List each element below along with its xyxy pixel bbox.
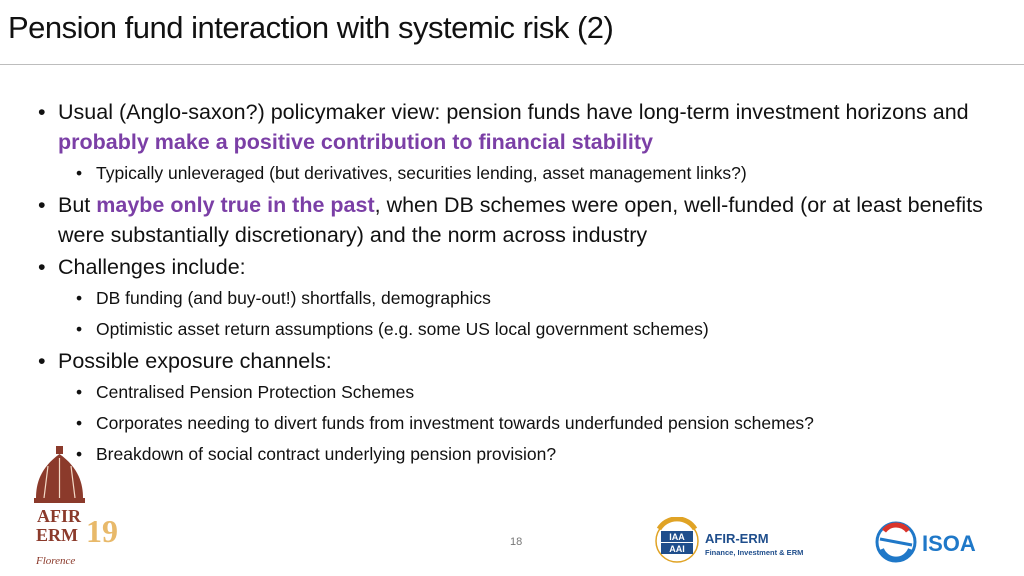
bullet-4-sub-2: [38, 409, 998, 438]
bullet-4-sub-1: [38, 378, 998, 407]
bullet-dot: •: [38, 255, 46, 279]
bullet-2-highlight: maybe only true in the past: [96, 193, 375, 217]
bullet-3-sub-2-text: Optimistic asset return assumptions (e.g. some US local government schemes): [96, 319, 709, 339]
dome-icon: [34, 446, 85, 503]
iaa-afir-erm-logo: [655, 517, 815, 565]
bullet-dot: •: [38, 193, 46, 217]
page-number: 18: [510, 536, 523, 548]
bullet-1-sub-1-text: Typically unleveraged (but derivatives, securities lending, asset management links?): [96, 163, 747, 183]
slide-content: [38, 97, 998, 471]
bullet-dot: •: [76, 382, 83, 402]
bullet-4-sub-3: [38, 440, 998, 469]
bullet-1-text: Usual (Anglo-saxon?) policymaker view: pension funds have long-term investment horizons and: [58, 100, 969, 124]
bullet-dot: •: [38, 349, 46, 373]
bullet-3-sub-1: [38, 284, 998, 313]
slide-title: Pension fund interaction with systemic risk (2): [8, 10, 614, 45]
afir-year: 19: [86, 513, 118, 549]
bullet-2: [38, 190, 998, 250]
iaa-mark-top: IAA: [669, 532, 685, 542]
bullet-dot: •: [76, 319, 83, 339]
bullet-dot: •: [76, 444, 83, 464]
iaa-globe-icon: [656, 519, 698, 562]
isoa-emblem-icon: [877, 523, 915, 561]
afir-line1: AFIR: [37, 506, 81, 526]
bullet-4-sub-2-text: Corporates needing to divert funds from investment towards underfunded pension schemes?: [96, 413, 814, 433]
bullet-4-sub-3-text: Breakdown of social contract underlying pension provision?: [96, 444, 557, 464]
bullet-3: [38, 252, 998, 282]
bullet-dot: •: [38, 100, 46, 124]
bullet-2-post: , when DB schemes were open, well-funded (or at least benefits were substantially discretionary) and the norm across industry: [58, 193, 983, 247]
bullet-dot: •: [76, 413, 83, 433]
title-bar: [0, 0, 1024, 65]
isoa-logo: [872, 517, 992, 567]
iaa-name: AFIR-ERM: [705, 531, 769, 546]
iaa-mark-bottom: AAI: [669, 544, 685, 554]
bullet-4-text: Possible exposure channels:: [58, 349, 332, 373]
bullet-dot: •: [76, 163, 83, 183]
bullet-2-pre: But: [58, 193, 97, 217]
bullet-dot: •: [76, 288, 83, 308]
afir-line2: ERM: [36, 525, 78, 545]
bullet-1-sub-1: [38, 159, 998, 188]
iaa-subtitle: Finance, Investment & ERM: [705, 548, 804, 557]
afir-erm-florence-logo: [30, 446, 120, 570]
bullet-4: [38, 346, 998, 376]
bullet-1-highlight: probably make a positive contribution to financial stability: [58, 130, 653, 154]
bullet-3-sub-1-text: DB funding (and buy-out!) shortfalls, demographics: [96, 288, 491, 308]
bullet-3-text: Challenges include:: [58, 255, 246, 279]
bullet-4-sub-1-text: Centralised Pension Protection Schemes: [96, 382, 415, 402]
afir-city: Florence: [36, 555, 76, 567]
bullet-1: [38, 97, 998, 157]
bullet-3-sub-2: [38, 315, 998, 344]
isoa-name: ISOA: [922, 531, 976, 556]
